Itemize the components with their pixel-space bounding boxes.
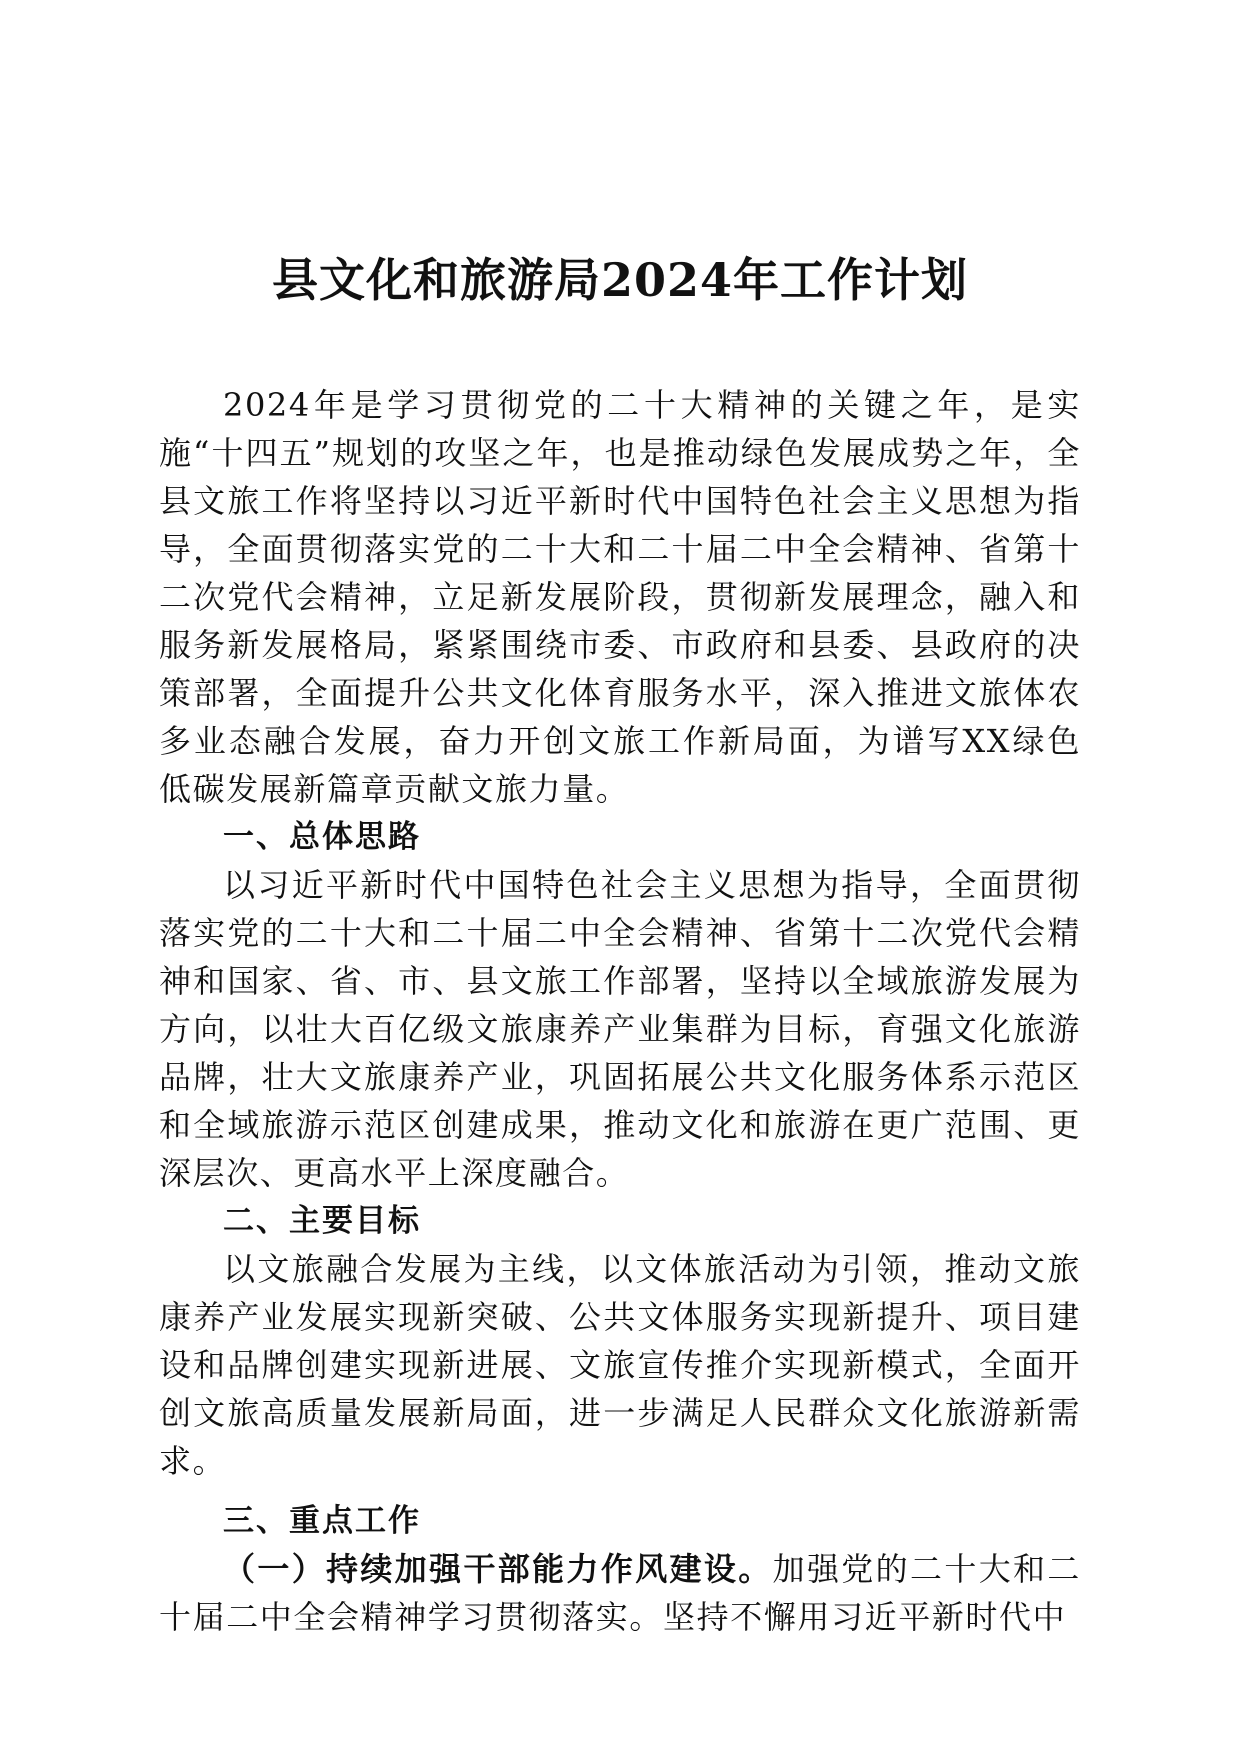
document-body bbox=[159, 381, 1081, 1641]
section-heading-key-work: 三、重点工作 bbox=[223, 1503, 421, 1539]
section-heading-overall-approach: 一、总体思路 bbox=[223, 819, 421, 855]
section-body-main-goals: 以文旅融合发展为主线，以文体旅活动为引领，推动文旅康养产业发展实现新突破、公共文体服务实现新提升、项目建设和品牌创建实现新进展、文旅宣传推介实现新模式，全面开创文旅高质量发展新局面，进一步满足人民群众文化旅游新需求。 bbox=[159, 1250, 1081, 1480]
section-body-key-work bbox=[159, 1545, 1081, 1641]
sub-section-text: 加强党的二十大和二十届二中全会精神学习贯彻落实。坚持不懈用习近平新时代中 bbox=[159, 1550, 1081, 1636]
section-heading-main-goals: 二、主要目标 bbox=[223, 1203, 421, 1239]
spacer bbox=[159, 1485, 1081, 1497]
intro-paragraph: 2024年是学习贯彻党的二十大精神的关键之年，是实施“十四五”规划的攻坚之年，也是推动绿色发展成势之年，全县文旅工作将坚持以习近平新时代中国特色社会主义思想为指导，全面贯彻落实党的二十大和二十届二中全会精神、省第十二次党代会精神，立足新发展阶段，贯彻新发展理念，融入和服务新发展格局，紧紧围绕市委、市政府和县委、县政府的决策部署，全面提升公共文化体育服务水平，深入推进文旅体农多业态融合发展，奋力开创文旅工作新局面，为谱写XX绿色低碳发展新篇章贡献文旅力量。 bbox=[159, 386, 1081, 808]
sub-heading-cadre-building: （一）持续加强干部能力作风建设。 bbox=[223, 1550, 773, 1588]
section-body-overall-approach: 以习近平新时代中国特色社会主义思想为指导，全面贯彻落实党的二十大和二十届二中全会精神、省第十二次党代会精神和国家、省、市、县文旅工作部署，坚持以全域旅游发展为方向，以壮大百亿级文旅康养产业集群为目标，育强文化旅游品牌，壮大文旅康养产业，巩固拓展公共文化服务体系示范区和全域旅游示范区创建成果，推动文化和旅游在更广范围、更深层次、更高水平上深度融合。 bbox=[159, 866, 1081, 1192]
document-title: 县文化和旅游局2024年工作计划 bbox=[271, 253, 969, 307]
